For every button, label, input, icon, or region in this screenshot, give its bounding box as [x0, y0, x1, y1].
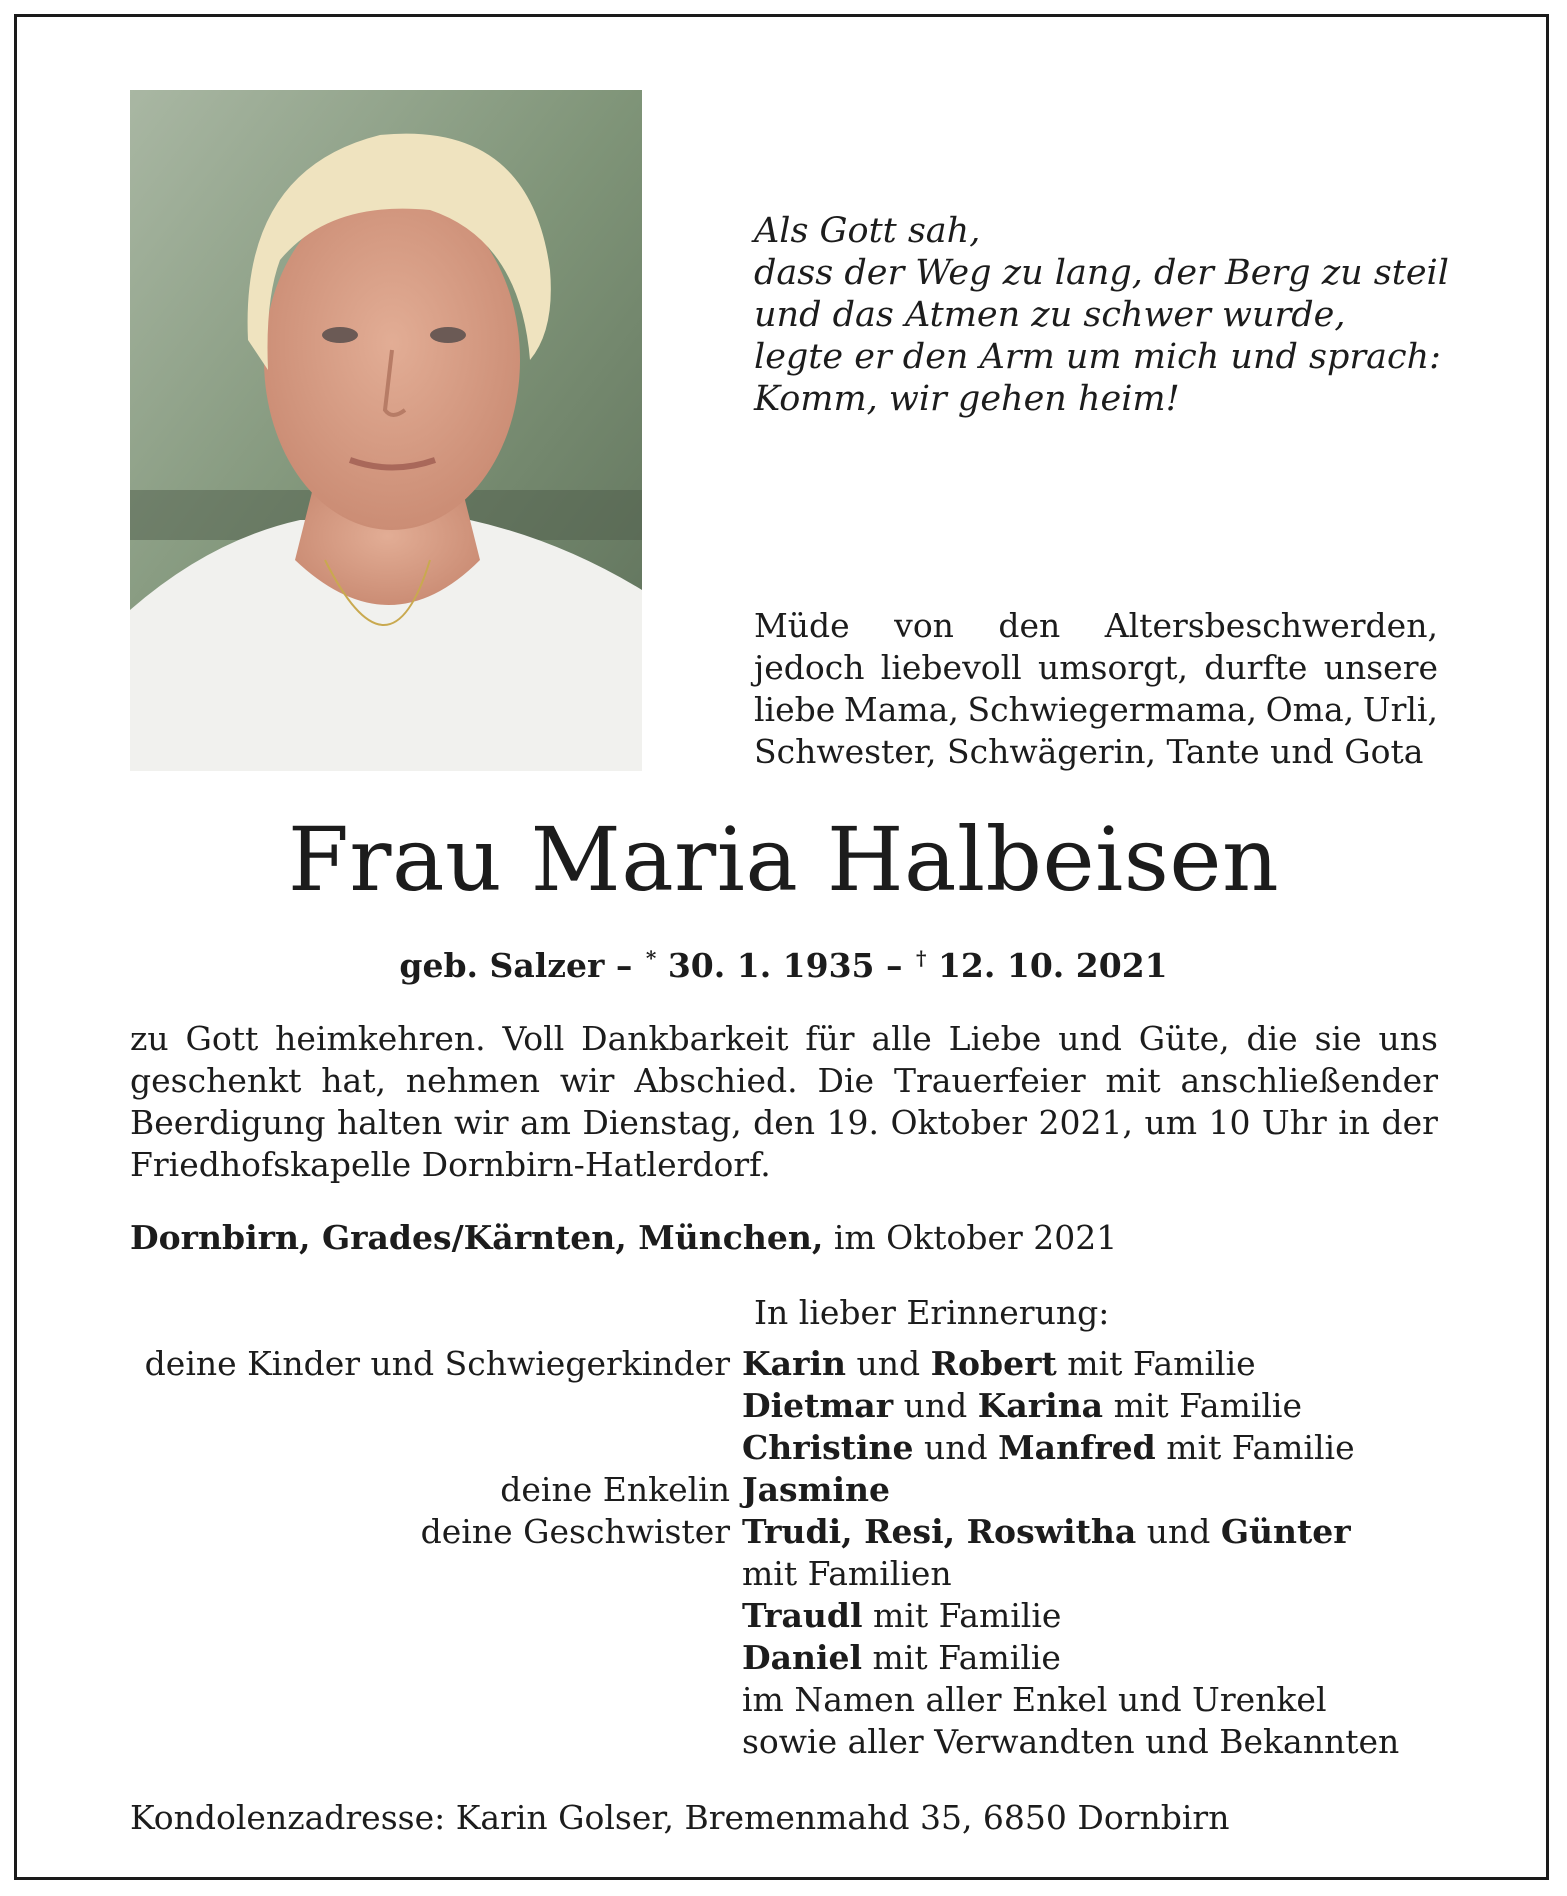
body-word: Trauerfeier	[893, 1061, 1086, 1100]
intro-word: umsorgt,	[1037, 648, 1188, 687]
mourner-names	[742, 1595, 1460, 1637]
intro-word: Schwester,	[754, 732, 937, 771]
relation-label	[130, 1637, 742, 1679]
mourner-row	[130, 1595, 1460, 1637]
date: im Oktober 2021	[823, 1218, 1118, 1257]
intro-word: liebevoll	[880, 648, 1022, 687]
body-line	[130, 1102, 1438, 1144]
body-word: wir	[559, 1061, 615, 1100]
locations: Dornbirn, Grades/Kärnten, München,	[130, 1218, 824, 1257]
birth-date: 30. 1. 1935	[667, 946, 875, 985]
mourner-name: Manfred	[998, 1428, 1156, 1467]
intro-word: Schwägerin,	[936, 732, 1156, 771]
body-word: für	[805, 1019, 855, 1058]
mourner-name: Christine	[742, 1428, 914, 1467]
mourner-row	[130, 1343, 1460, 1385]
intro-text	[754, 605, 1438, 773]
body-word: heimkehren.	[275, 1019, 486, 1058]
mourner-name: Günter	[1220, 1512, 1351, 1551]
mourner-name: Trudi, Resi, Roswitha	[742, 1512, 1137, 1551]
intro-word: Oma,	[1265, 690, 1355, 729]
relation-label	[130, 1385, 742, 1427]
mourner-name: Daniel	[742, 1638, 863, 1677]
intro-word: Müde	[754, 606, 850, 645]
mourner-name: Jasmine	[742, 1470, 891, 1509]
birth-name: geb. Salzer	[399, 946, 605, 985]
condolence-address: Kondolenzadresse: Karin Golser, Bremenmahd 35, 6850 Dornbirn	[130, 1798, 1230, 1837]
intro-word: von	[894, 606, 954, 645]
relation-label	[130, 1679, 742, 1721]
body-line	[130, 1144, 1438, 1186]
poem-line: Als Gott sah,	[754, 211, 981, 251]
body-word: die	[1246, 1019, 1298, 1058]
connector-text: mit Familie	[1155, 1428, 1355, 1467]
intro-word: Schwiegermama,	[967, 690, 1257, 729]
connector-text: im Namen aller Enkel und Urenkel	[742, 1680, 1327, 1719]
intro-line	[754, 689, 1438, 731]
body-word: sie	[1314, 1019, 1362, 1058]
mourner-name: Robert	[930, 1344, 1057, 1383]
body-word: am	[520, 1103, 571, 1142]
intro-word: durfte	[1204, 648, 1308, 687]
body-word: Die	[817, 1061, 875, 1100]
intro-word: Mama,	[843, 690, 959, 729]
connector-text: mit Familie	[862, 1638, 1061, 1677]
body-word: Dankbarkeit	[581, 1019, 789, 1058]
place-and-date	[130, 1217, 1438, 1259]
body-word: 19.	[826, 1103, 880, 1142]
poem	[754, 210, 1454, 420]
connector-text: mit Familien	[742, 1554, 952, 1593]
body-word: den	[753, 1103, 816, 1142]
relation-label: deine Geschwister	[420, 1512, 730, 1551]
poem-line: und das Atmen zu schwer wurde,	[754, 295, 1346, 335]
body-word: in	[1338, 1103, 1371, 1142]
body-text	[130, 1018, 1438, 1186]
portrait-photo	[130, 90, 642, 771]
mourner-names	[742, 1427, 1460, 1469]
body-word: Dienstag,	[582, 1103, 742, 1142]
mourner-name: Dietmar	[742, 1386, 894, 1425]
mourner-names	[742, 1553, 1460, 1595]
portrait-icon	[130, 90, 642, 771]
intro-word: Altersbeschwerden,	[1104, 606, 1438, 645]
relation-label: deine Kinder und Schwiegerkinder	[144, 1344, 730, 1383]
body-word: Liebe	[948, 1019, 1042, 1058]
intro-word: unsere	[1323, 648, 1438, 687]
mourner-row	[130, 1679, 1460, 1721]
body-line	[130, 1060, 1438, 1102]
mourners-list	[130, 1343, 1460, 1763]
body-word: Gott	[185, 1019, 259, 1058]
relation-label	[130, 1427, 742, 1469]
connector-text: und	[893, 1386, 978, 1425]
intro-word: den	[998, 606, 1061, 645]
body-word: und	[1058, 1019, 1122, 1058]
body-word: Abschied.	[634, 1061, 798, 1100]
connector-text: mit Familie	[1056, 1344, 1256, 1383]
intro-line	[754, 605, 1438, 647]
life-dates	[0, 938, 1567, 986]
intro-word: liebe	[754, 690, 836, 729]
body-word: der	[1381, 1103, 1438, 1142]
connector-text: und	[913, 1428, 999, 1467]
mourner-row	[130, 1637, 1460, 1679]
mourner-row	[130, 1427, 1460, 1469]
body-word: anschließender	[1180, 1061, 1438, 1100]
body-word: Friedhofskapelle	[130, 1145, 412, 1184]
body-word: Beerdigung	[130, 1103, 326, 1142]
mourner-names	[742, 1469, 1460, 1511]
memory-heading: In lieber Erinnerung:	[754, 1293, 1110, 1332]
mourner-name: Karin	[742, 1344, 846, 1383]
intro-word: Urli,	[1362, 690, 1438, 729]
poem-line: legte er den Arm um mich und sprach:	[754, 337, 1441, 377]
body-word: Dornbirn-Hatlerdorf.	[411, 1145, 771, 1184]
death-symbol: †	[916, 946, 927, 970]
separator: –	[874, 946, 914, 985]
relation-label	[130, 1553, 742, 1595]
birth-symbol: *	[645, 946, 657, 970]
connector-text: mit Familie	[862, 1596, 1062, 1635]
intro-line	[754, 731, 1438, 773]
connector-text: und	[1136, 1512, 1221, 1551]
intro-word: Gota	[1333, 732, 1424, 771]
mourner-row	[130, 1511, 1460, 1553]
connector-text: sowie aller Verwandten und Bekannten	[742, 1722, 1400, 1761]
mourner-name: Karina	[977, 1386, 1104, 1425]
body-word: mit	[1105, 1061, 1161, 1100]
body-word: alle	[871, 1019, 932, 1058]
mourner-row	[130, 1385, 1460, 1427]
separator: –	[604, 946, 644, 985]
poem-line: Komm, wir gehen heim!	[754, 379, 1180, 419]
intro-word: und	[1259, 732, 1334, 771]
body-word: Uhr	[1261, 1103, 1327, 1142]
body-word: 10	[1208, 1103, 1251, 1142]
intro-word: Tante	[1155, 732, 1260, 771]
mourner-names	[742, 1637, 1460, 1679]
body-word: um	[1144, 1103, 1198, 1142]
body-word: nehmen	[405, 1061, 540, 1100]
deceased-name: Frau Maria Halbeisen	[287, 808, 1280, 911]
mourner-names	[742, 1385, 1460, 1427]
poem-line: dass der Weg zu lang, der Berg zu steil	[754, 253, 1449, 293]
body-word: Oktober	[890, 1103, 1028, 1142]
intro-word: jedoch	[754, 648, 865, 687]
mourner-name: Traudl	[742, 1596, 863, 1635]
body-word: halten	[336, 1103, 443, 1142]
mourner-names	[742, 1679, 1460, 1721]
mourner-names	[742, 1721, 1460, 1763]
body-word: geschenkt	[130, 1061, 302, 1100]
mourner-row	[130, 1553, 1460, 1595]
relation-label	[130, 1721, 742, 1763]
body-line	[130, 1018, 1438, 1060]
body-word: hat,	[321, 1061, 386, 1100]
intro-line	[754, 647, 1438, 689]
body-word: 2021,	[1038, 1103, 1134, 1142]
mourner-names	[742, 1343, 1460, 1385]
body-word: Voll	[502, 1019, 565, 1058]
relation-label: deine Enkelin	[500, 1470, 730, 1509]
body-word: zu	[130, 1019, 169, 1058]
connector-text: mit Familie	[1103, 1386, 1302, 1425]
body-word: wir	[453, 1103, 509, 1142]
mourner-row	[130, 1721, 1460, 1763]
connector-text: und	[845, 1344, 931, 1383]
mourner-row	[130, 1469, 1460, 1511]
body-word: Güte,	[1138, 1019, 1230, 1058]
relation-label	[130, 1595, 742, 1637]
body-word: uns	[1378, 1019, 1438, 1058]
mourner-names	[742, 1511, 1460, 1553]
death-date: 12. 10. 2021	[937, 946, 1168, 985]
